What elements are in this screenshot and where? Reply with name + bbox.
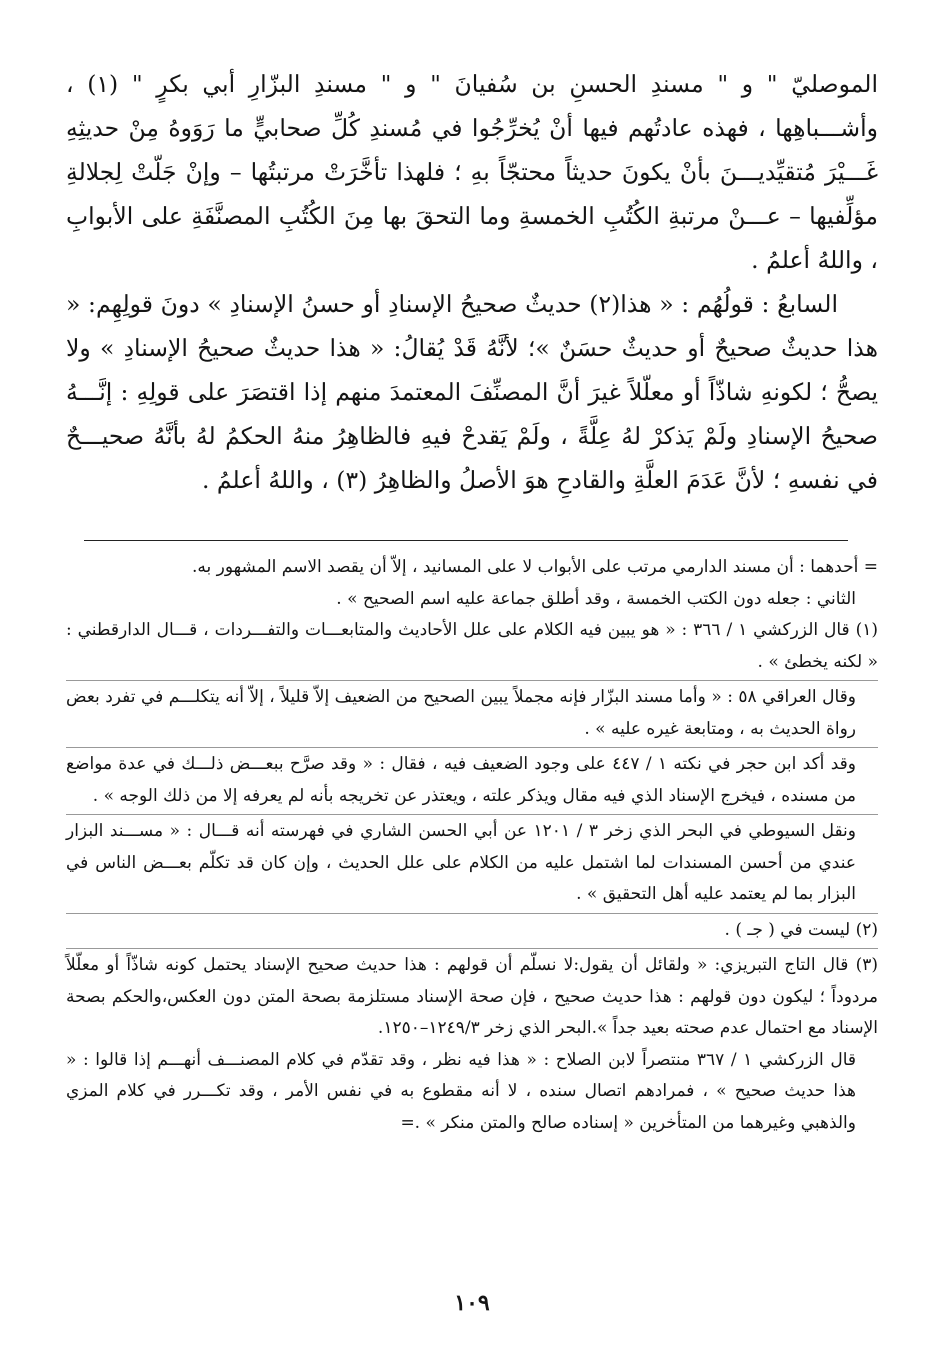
footnote-1-part: ونقل السيوطي في البحر الذي زخر ٣ / ١٢٠١ عن أبي الحسن الشاري في فهرسته أنه قـــال : « مســـند البزار عندي من أحسن المسندات لما اشتمل عليه من الكلام على علل الحديث ، وإن كان قد تكلّم بعـــض الناس في البزار بما لم يعتمد عليه أهل التحقيق » . bbox=[66, 814, 878, 911]
footnote-continuation: = أحدهما : أن مسند الدارمي مرتب على الأبواب لا على المسانيد ، إلاّ أن يقصد الاسم المشهور به. bbox=[191, 557, 878, 577]
footnote-1-part: وقد أكد ابن حجر في نكته ١ / ٤٤٧ على وجود الضعيف فيه ، فقال : « وقد صرَّح ببعـــض ذلـــك في عدة مواضع من مسنده ، فيخرج الإسناد الذي فيه مقال ويذكر علته ، ويعتذر عن تخريجه بأنه لم يعرفه إلا من ذلك الوجه » . bbox=[66, 747, 878, 812]
footnote-divider bbox=[84, 540, 848, 541]
paragraph: السابعُ : قولُهُم : « هذا(٢) حديثٌ صحيحُ الإسنادِ أو حسنُ الإسنادِ » دونَ قولِهِم: « هذا حديثٌ صحيحٌ أو حديثٌ حسَنٌ »؛ لأنَّهُ قَدْ يُقالُ: « هذا حديثٌ صحيحُ الإسنادِ » ولا يصحُّ ؛ لكونهِ شاذّاً أو معلّلاً غيرَ أنَّ المصنِّفَ المعتمدَ منهم إذا اقتصَرَ على قولِهِ : إنَّـــهُ صحيحُ الإسنادِ ولَمْ يَذكرْ لهُ عِلَّةً ، ولَمْ يَقدحْ فيهِ فالظاهِرُ منهُ الحكمُ لهُ بأنَّهُ صحيـــحٌ في نفسهِ ؛ لأنَّ عَدَمَ العلَّةِ والقادحِ هوَ الأصلُ والظاهِرُ (٣) ، واللهُ أعلمُ . bbox=[66, 290, 878, 494]
main-text bbox=[66, 62, 878, 502]
footnote-1-part: وقال العراقي ٥٨ : « وأما مسند البزّار فإنه مجملاً يبين الصحيح من الضعيف إلاّ قليلاً ، إلاّ أنه يتكلـــم في تفرد بعض رواة الحديث به ، ومتابعة غيره عليه » . bbox=[66, 680, 878, 745]
footnote-1: (١) قال الزركشي ١ / ٣٦٦ : « هو يبين فيه الكلام على علل الأحاديث والمتابعـــات والتفـــردات ، قـــال الدارقطني : « لكنه يخطئ » . bbox=[66, 620, 878, 672]
footnote-3: (٣) قال التاج التبريزي: « ولقائل أن يقول:لا نسلّم أن قولهم : هذا حديث صحيح الإسناد يحتمل كونه شاذّاً أو معلّلاً مردوداً ؛ ليكون دون قولهم : هذا حديث صحيح ، فإن صحة الإسناد مستلزمة بصحة المتن دون العكس،والحكم بصحة الإسناد مع احتمال عدم صحته بعيد جداً ».البحر الذي زخر ١٢٤٩/٣–١٢٥٠. bbox=[66, 948, 878, 1045]
page-number: ١٠٩ bbox=[454, 1290, 490, 1316]
footnotes bbox=[66, 552, 878, 1139]
footnote-2: (٢) ليست في ( جـ ) . bbox=[66, 913, 878, 947]
footnote-3-part: قال الزركشي ١ / ٣٦٧ منتصراً لابن الصلاح : « هذا فيه نظر ، وقد تقدّم في كلام المصنـــف أنهـــم إذا قالوا : « هذا حديث صحيح » ، فمرادهم اتصال سنده ، لا أنه مقطوع به في نفس الأمر ، وقد تكـــرر في كلام المزي والذهبي وغيرهما من المتأخرين « إسناده صالح والمتن منكر » .= bbox=[66, 1049, 857, 1133]
paragraph: الموصليّ " و " مسندِ الحسنِ بن سُفيانَ " و " مسندِ البزّارِ أبي بكرٍ " (١) ، وأشـــباهِها ، فهذه عادتُهم فيها أنْ يُخرِّجُوا في مُسندِ كُلِّ صحابيٍّ ما رَوَوهُ مِنْ حديثِهِ غَـــيْرَ مُتقيِّديـــنَ بأنْ يكونَ حديثاً محتجّاً بهِ ؛ فلهذا تأخَّرَتْ مرتبتُها – وإنْ جَلّتْ لِجلالةِ مؤلِّفيها – عـــنْ مرتبةِ الكُتُبِ الخمسةِ وما التحقَ بها مِنَ الكُتُبِ المصنَّفَةِ على الأبوابِ ، واللهُ أعلمُ . bbox=[66, 70, 878, 274]
footnote-continuation: الثاني : جعله دون الكتب الخمسة ، وقد أطلق جماعة عليه اسم الصحيح » . bbox=[336, 588, 856, 609]
